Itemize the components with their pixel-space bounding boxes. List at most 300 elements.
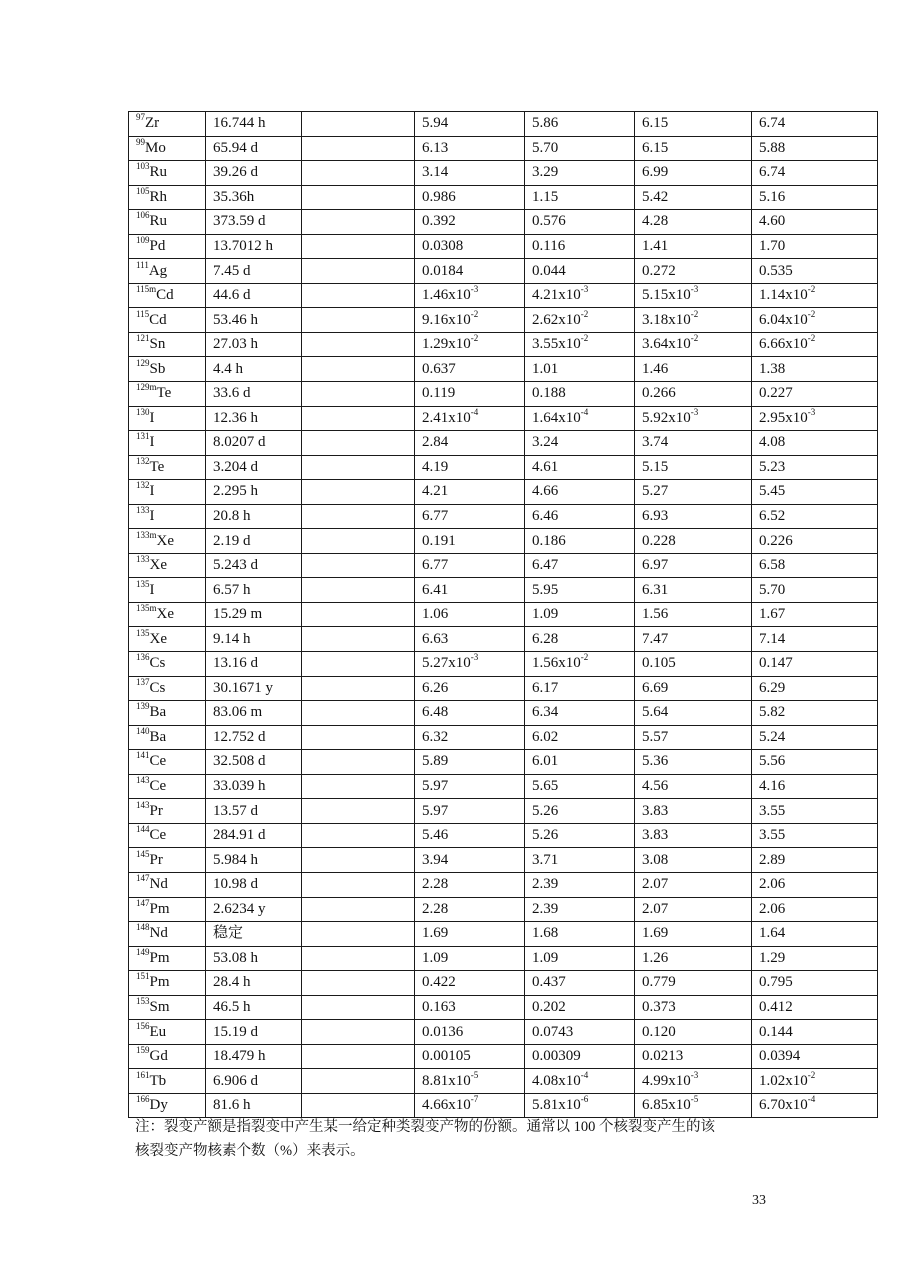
yield-cell-1 — [415, 1044, 525, 1069]
nuclide-cell — [129, 332, 206, 357]
yield-value: 4.08x10 — [532, 1072, 581, 1089]
mass-number: 147 — [136, 873, 150, 884]
yield-cell-3 — [635, 995, 752, 1020]
half-life: 4.4 h — [213, 360, 243, 377]
yield-value: 4.16 — [759, 778, 786, 795]
yield-value: 1.67 — [759, 606, 786, 623]
yield-value: 2.39 — [532, 876, 559, 893]
yield-cell-4 — [752, 922, 878, 947]
blank-cell — [302, 210, 415, 235]
yield-cell-1 — [415, 922, 525, 947]
yield-cell-4 — [752, 897, 878, 922]
yield-value: 5.57 — [642, 728, 669, 745]
mass-number: 99 — [136, 136, 145, 147]
yield-value: 6.17 — [532, 679, 559, 696]
element-symbol: Cs — [149, 655, 166, 672]
mass-number: 145 — [136, 848, 150, 859]
blank-cell — [302, 112, 415, 137]
yield-value: 2.28 — [422, 900, 449, 917]
half-life-cell — [206, 1069, 302, 1094]
mass-number: 130 — [136, 406, 150, 417]
table-row — [129, 529, 878, 554]
yield-value: 1.69 — [422, 925, 449, 942]
half-life-cell — [206, 406, 302, 431]
yield-exponent: -2 — [470, 308, 479, 319]
half-life: 9.14 h — [213, 630, 251, 647]
yield-exponent: -5 — [470, 1069, 479, 1080]
nuclide-cell — [129, 774, 206, 799]
yield-cell-4 — [752, 332, 878, 357]
element-symbol: Ag — [148, 262, 168, 279]
half-life-cell — [206, 382, 302, 407]
table-row — [129, 971, 878, 996]
yield-cell-3 — [635, 308, 752, 333]
yield-cell-3 — [635, 774, 752, 799]
yield-value: 0.202 — [532, 998, 566, 1015]
yield-value: 0.191 — [422, 532, 456, 549]
element-symbol: Pm — [149, 900, 170, 917]
element-symbol: Xe — [156, 606, 175, 623]
yield-value: 6.52 — [759, 508, 786, 525]
mass-number: 115 — [136, 308, 150, 319]
yield-cell-2 — [525, 1020, 635, 1045]
half-life-cell — [206, 210, 302, 235]
half-life-cell — [206, 283, 302, 308]
yield-value: 4.66 — [532, 483, 559, 500]
half-life-cell — [206, 185, 302, 210]
table-row — [129, 995, 878, 1020]
half-life: 稳定 — [213, 925, 244, 942]
yield-cell-1 — [415, 136, 525, 161]
yield-exponent: -3 — [690, 284, 699, 295]
yield-cell-1 — [415, 112, 525, 137]
yield-value: 3.29 — [532, 164, 559, 181]
yield-cell-3 — [635, 750, 752, 775]
yield-value: 5.26 — [532, 827, 559, 844]
nuclide-cell — [129, 136, 206, 161]
nuclide-cell — [129, 504, 206, 529]
half-life-cell — [206, 161, 302, 186]
table-row — [129, 750, 878, 775]
yield-cell-1 — [415, 332, 525, 357]
table-row — [129, 332, 878, 357]
mass-number: 151 — [136, 971, 150, 982]
yield-value: 1.70 — [759, 238, 786, 254]
blank-cell — [302, 995, 415, 1020]
mass-number: 129m — [136, 382, 157, 393]
yield-cell-2 — [525, 848, 635, 873]
nuclide-cell — [129, 750, 206, 775]
half-life-cell — [206, 553, 302, 578]
element-symbol: Zr — [145, 115, 160, 132]
yield-value: 0.266 — [642, 385, 676, 402]
yield-value: 0.147 — [759, 655, 793, 672]
yield-exponent: -2 — [807, 308, 816, 319]
nuclide-cell — [129, 161, 206, 186]
mass-number: 161 — [136, 1069, 150, 1080]
yield-cell-3 — [635, 161, 752, 186]
yield-exponent: -2 — [580, 308, 589, 319]
yield-cell-4 — [752, 701, 878, 726]
yield-cell-1 — [415, 259, 525, 284]
yield-value: 0.116 — [532, 238, 566, 254]
yield-cell-4 — [752, 553, 878, 578]
yield-cell-2 — [525, 553, 635, 578]
yield-cell-4 — [752, 480, 878, 505]
yield-value: 5.27x10 — [422, 655, 471, 672]
half-life: 81.6 h — [213, 1097, 251, 1114]
yield-value: 0.228 — [642, 532, 676, 549]
nuclide-cell — [129, 602, 206, 627]
yield-value: 5.70 — [532, 139, 559, 156]
yield-value: 0.00105 — [422, 1048, 471, 1065]
half-life: 28.4 h — [213, 974, 251, 991]
half-life: 33.039 h — [213, 778, 266, 795]
nuclide-cell — [129, 259, 206, 284]
element-symbol: Ba — [149, 728, 167, 745]
yield-cell-3 — [635, 112, 752, 137]
yield-value: 0.044 — [532, 262, 566, 279]
yield-value: 6.26 — [422, 679, 449, 696]
mass-number: 149 — [136, 946, 150, 957]
yield-value: 8.81x10 — [422, 1072, 471, 1089]
yield-value: 6.01 — [532, 753, 559, 770]
table-row — [129, 627, 878, 652]
yield-value: 1.46x10 — [422, 287, 471, 304]
yield-value: 4.61 — [532, 458, 559, 475]
yield-cell-2 — [525, 971, 635, 996]
mass-number: 144 — [136, 824, 150, 835]
yield-value: 1.26 — [642, 949, 669, 966]
yield-value: 1.09 — [532, 606, 559, 623]
element-symbol: Pd — [149, 238, 166, 254]
yield-value: 5.70 — [759, 581, 786, 598]
yield-cell-1 — [415, 210, 525, 235]
yield-cell-1 — [415, 602, 525, 627]
yield-cell-4 — [752, 946, 878, 971]
yield-value: 3.55x10 — [532, 336, 581, 353]
mass-number: 135m — [136, 603, 157, 614]
yield-cell-1 — [415, 774, 525, 799]
half-life-cell — [206, 922, 302, 947]
yield-value: 6.46 — [532, 508, 559, 525]
element-symbol: Gd — [149, 1048, 168, 1065]
table-row — [129, 725, 878, 750]
table-row — [129, 210, 878, 235]
yield-value: 4.28 — [642, 213, 669, 230]
half-life-cell — [206, 848, 302, 873]
nuclide-cell — [129, 431, 206, 456]
blank-cell — [302, 332, 415, 357]
yield-value: 0.0394 — [759, 1048, 801, 1065]
yield-cell-2 — [525, 480, 635, 505]
yield-value: 0.163 — [422, 998, 456, 1015]
yield-cell-2 — [525, 922, 635, 947]
half-life: 7.45 d — [213, 262, 251, 279]
half-life: 15.19 d — [213, 1023, 258, 1040]
mass-number: 141 — [136, 750, 150, 761]
yield-cell-4 — [752, 382, 878, 407]
nuclide-cell — [129, 406, 206, 431]
yield-value: 4.21x10 — [532, 287, 581, 304]
half-life-cell — [206, 872, 302, 897]
yield-value: 2.95x10 — [759, 409, 808, 426]
yield-cell-1 — [415, 382, 525, 407]
half-life: 27.03 h — [213, 336, 258, 353]
table-row — [129, 234, 878, 259]
mass-number: 133m — [136, 529, 157, 540]
yield-cell-3 — [635, 578, 752, 603]
mass-number: 132 — [136, 480, 150, 491]
blank-cell — [302, 455, 415, 480]
nuclide-cell — [129, 897, 206, 922]
element-symbol: Pr — [149, 802, 163, 819]
yield-cell-4 — [752, 995, 878, 1020]
yield-cell-1 — [415, 283, 525, 308]
nuclide-cell — [129, 652, 206, 677]
half-life-cell — [206, 1044, 302, 1069]
yield-cell-4 — [752, 1044, 878, 1069]
half-life-cell — [206, 701, 302, 726]
yield-cell-3 — [635, 652, 752, 677]
half-life: 373.59 d — [213, 213, 266, 230]
yield-value: 6.97 — [642, 557, 669, 574]
yield-cell-4 — [752, 357, 878, 382]
yield-cell-3 — [635, 455, 752, 480]
yield-value: 1.09 — [532, 949, 559, 966]
yield-cell-2 — [525, 308, 635, 333]
yield-cell-2 — [525, 259, 635, 284]
yield-cell-2 — [525, 210, 635, 235]
half-life: 53.08 h — [213, 949, 258, 966]
yield-value: 1.64 — [759, 925, 786, 942]
yield-cell-2 — [525, 602, 635, 627]
nuclide-cell — [129, 308, 206, 333]
element-symbol: Tb — [149, 1072, 167, 1089]
yield-value: 3.24 — [532, 434, 559, 451]
mass-number: 115m — [136, 284, 157, 295]
yield-exponent: -3 — [690, 406, 699, 417]
mass-number: 97 — [136, 112, 145, 123]
yield-value: 6.31 — [642, 581, 669, 598]
yield-cell-3 — [635, 946, 752, 971]
yield-cell-4 — [752, 602, 878, 627]
half-life: 13.16 d — [213, 655, 258, 672]
table-row — [129, 774, 878, 799]
table-row — [129, 480, 878, 505]
yield-cell-2 — [525, 406, 635, 431]
yield-cell-3 — [635, 676, 752, 701]
mass-number: 153 — [136, 995, 150, 1006]
yield-cell-4 — [752, 676, 878, 701]
yield-value: 5.15x10 — [642, 287, 691, 304]
yield-cell-4 — [752, 799, 878, 824]
yield-value: 0.00309 — [532, 1048, 581, 1065]
yield-value: 5.42 — [642, 188, 669, 205]
blank-cell — [302, 578, 415, 603]
element-symbol: Eu — [149, 1023, 167, 1040]
yield-value: 2.84 — [422, 434, 449, 451]
yield-cell-3 — [635, 725, 752, 750]
yield-cell-1 — [415, 946, 525, 971]
table-row — [129, 1020, 878, 1045]
yield-cell-1 — [415, 848, 525, 873]
half-life-cell — [206, 774, 302, 799]
blank-cell — [302, 259, 415, 284]
half-life-cell — [206, 823, 302, 848]
nuclide-cell — [129, 872, 206, 897]
yield-value: 2.07 — [642, 876, 669, 893]
yield-cell-3 — [635, 848, 752, 873]
nuclide-cell — [129, 676, 206, 701]
table-row — [129, 185, 878, 210]
element-symbol: Nd — [149, 925, 168, 942]
yield-value: 4.08 — [759, 434, 786, 451]
yield-exponent: -4 — [807, 1094, 816, 1105]
yield-cell-4 — [752, 308, 878, 333]
mass-number: 136 — [136, 652, 150, 663]
yield-value: 6.85x10 — [642, 1097, 691, 1114]
nuclide-cell — [129, 725, 206, 750]
half-life: 5.984 h — [213, 851, 258, 868]
table-row — [129, 1069, 878, 1094]
element-symbol: Ru — [149, 164, 168, 181]
yield-cell-2 — [525, 234, 635, 259]
yield-value: 1.46 — [642, 360, 669, 377]
yield-value: 5.64 — [642, 704, 669, 721]
blank-cell — [302, 676, 415, 701]
footnote-line-2: 核裂变产物核素个数（%）来表示。 — [135, 1143, 365, 1159]
element-symbol: I — [149, 581, 155, 598]
yield-cell-4 — [752, 627, 878, 652]
yield-cell-4 — [752, 774, 878, 799]
yield-value: 5.92x10 — [642, 409, 691, 426]
half-life-cell — [206, 676, 302, 701]
table-row — [129, 922, 878, 947]
yield-cell-3 — [635, 897, 752, 922]
nuclide-cell — [129, 234, 206, 259]
yield-cell-4 — [752, 1069, 878, 1094]
yield-value: 1.56x10 — [532, 655, 581, 672]
yield-value: 6.69 — [642, 679, 669, 696]
yield-exponent: -3 — [690, 1069, 699, 1080]
blank-cell — [302, 406, 415, 431]
yield-value: 6.74 — [759, 115, 786, 132]
yield-cell-2 — [525, 283, 635, 308]
yield-cell-4 — [752, 234, 878, 259]
blank-cell — [302, 1020, 415, 1045]
element-symbol: Dy — [149, 1097, 168, 1114]
yield-value: 5.89 — [422, 753, 449, 770]
nuclide-cell — [129, 848, 206, 873]
yield-cell-3 — [635, 529, 752, 554]
blank-cell — [302, 1044, 415, 1069]
yield-value: 6.28 — [532, 630, 559, 647]
mass-number: 143 — [136, 799, 150, 810]
yield-cell-2 — [525, 1069, 635, 1094]
table-row — [129, 701, 878, 726]
yield-value: 1.69 — [642, 925, 669, 942]
yield-value: 1.38 — [759, 360, 786, 377]
nuclide-cell — [129, 382, 206, 407]
nuclide-cell — [129, 529, 206, 554]
mass-number: 121 — [136, 333, 150, 344]
half-life: 39.26 d — [213, 164, 258, 181]
nuclide-cell — [129, 480, 206, 505]
yield-value: 0.0184 — [422, 262, 464, 279]
yield-cell-3 — [635, 799, 752, 824]
yield-value: 6.70x10 — [759, 1097, 808, 1114]
yield-value: 4.19 — [422, 458, 449, 475]
yield-value: 5.26 — [532, 802, 559, 819]
element-symbol: Ba — [149, 704, 167, 721]
yield-value: 6.99 — [642, 164, 669, 181]
yield-cell-1 — [415, 725, 525, 750]
yield-cell-4 — [752, 872, 878, 897]
half-life: 284.91 d — [213, 827, 266, 844]
yield-value: 2.06 — [759, 900, 786, 917]
yield-value: 3.83 — [642, 802, 669, 819]
table-row — [129, 848, 878, 873]
mass-number: 129 — [136, 357, 150, 368]
yield-cell-2 — [525, 627, 635, 652]
half-life: 35.36h — [213, 188, 255, 205]
yield-cell-2 — [525, 112, 635, 137]
yield-exponent: -3 — [470, 652, 479, 663]
yield-cell-4 — [752, 210, 878, 235]
page-number: 33 — [752, 1193, 766, 1208]
yield-value: 6.13 — [422, 139, 449, 156]
half-life-cell — [206, 995, 302, 1020]
yield-cell-2 — [525, 578, 635, 603]
blank-cell — [302, 480, 415, 505]
nuclide-cell — [129, 283, 206, 308]
yield-value: 6.63 — [422, 630, 449, 647]
yield-value: 2.39 — [532, 900, 559, 917]
yield-cell-1 — [415, 701, 525, 726]
yield-exponent: -2 — [470, 333, 479, 344]
yield-cell-1 — [415, 308, 525, 333]
half-life-cell — [206, 750, 302, 775]
yield-value: 3.55 — [759, 802, 786, 819]
yield-value: 1.64x10 — [532, 409, 581, 426]
yield-value: 0.412 — [759, 998, 793, 1015]
yield-value: 7.47 — [642, 630, 669, 647]
yield-cell-4 — [752, 504, 878, 529]
yield-cell-2 — [525, 529, 635, 554]
mass-number: 132 — [136, 455, 150, 466]
yield-value: 0.272 — [642, 262, 676, 279]
yield-value: 9.16x10 — [422, 311, 471, 328]
table-row — [129, 283, 878, 308]
half-life: 12.752 d — [213, 728, 266, 745]
blank-cell — [302, 553, 415, 578]
nuclide-cell — [129, 357, 206, 382]
blank-cell — [302, 799, 415, 824]
blank-cell — [302, 1069, 415, 1094]
element-symbol: Pm — [149, 974, 170, 991]
mass-number: 103 — [136, 161, 150, 172]
yield-cell-2 — [525, 382, 635, 407]
half-life-cell — [206, 136, 302, 161]
half-life-cell — [206, 725, 302, 750]
blank-cell — [302, 971, 415, 996]
yield-cell-2 — [525, 676, 635, 701]
half-life-cell — [206, 529, 302, 554]
yield-cell-4 — [752, 848, 878, 873]
table-row — [129, 872, 878, 897]
yield-value: 0.373 — [642, 998, 676, 1015]
